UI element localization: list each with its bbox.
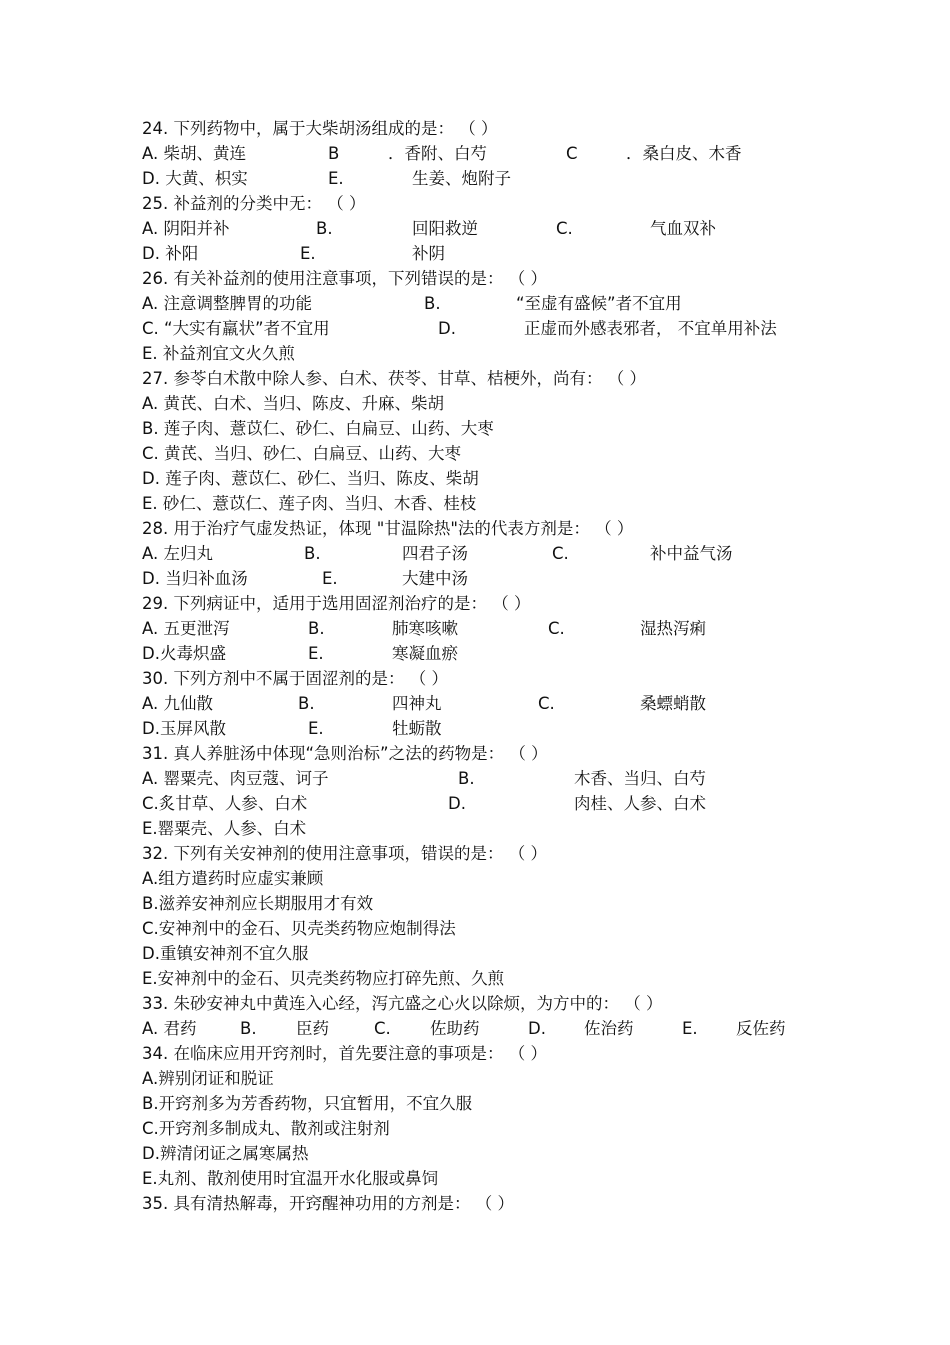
option-e: E. 补益剂宜文火久煎 xyxy=(142,344,295,363)
option-e-letter: E. xyxy=(682,1019,698,1038)
option-d-letter: D. xyxy=(448,794,466,813)
options-29-de xyxy=(142,641,842,666)
option-d: D.重镇安神剂不宜久服 xyxy=(142,944,309,963)
option-e-letter: E. xyxy=(308,719,324,738)
option-c-letter: C xyxy=(566,144,578,163)
options-25-de xyxy=(142,241,842,266)
option-a: A. 左归丸 xyxy=(142,544,213,563)
option-d-letter: D. xyxy=(438,319,456,338)
options-26-cd xyxy=(142,316,842,341)
option-a: A. 柴胡、黄连 xyxy=(142,144,246,163)
option-b-text: 四君子汤 xyxy=(402,544,468,563)
question-25: 25. 补益剂的分类中无： （ ） xyxy=(142,194,366,213)
question-34: 34. 在临床应用开窍剂时，首先要注意的事项是： （ ） xyxy=(142,1044,547,1063)
option-d-text: 正虚而外感表邪者， 不宜单用补法 xyxy=(524,319,777,338)
question-26: 26. 有关补益剂的使用注意事项，下列错误的是： （ ） xyxy=(142,269,547,288)
option-a: A. 君药 xyxy=(142,1019,197,1038)
option-c-text: 湿热泻痢 xyxy=(640,619,706,638)
option-e-text: 寒凝血瘀 xyxy=(392,644,458,663)
option-b-text: 肺寒咳嗽 xyxy=(392,619,458,638)
option-c-text: ．桑白皮、木香 xyxy=(626,144,742,163)
question-28: 28. 用于治疗气虚发热证，体现 "甘温除热"法的代表方剂是： （ ） xyxy=(142,519,634,538)
option-e: E.丸剂、散剂使用时宜温开水化服或鼻饲 xyxy=(142,1169,439,1188)
options-29-ac xyxy=(142,616,842,641)
option-b-text: 木香、当归、白芍 xyxy=(574,769,706,788)
question-32: 32. 下列有关安神剂的使用注意事项，错误的是： （ ） xyxy=(142,844,547,863)
question-33: 33. 朱砂安神丸中黄连入心经，泻亢盛之心火以除烦，为方中的： （ ） xyxy=(142,994,663,1013)
options-28-de xyxy=(142,566,842,591)
option-b-letter: B xyxy=(328,144,340,163)
option-c-letter: C. xyxy=(538,694,555,713)
option-b-letter: B. xyxy=(316,219,333,238)
option-a: A.组方遣药时应虚实兼顾 xyxy=(142,869,324,888)
option-e-letter: E. xyxy=(308,644,324,663)
question-35: 35. 具有清热解毒，开窍醒神功用的方剂是： （ ） xyxy=(142,1194,514,1213)
options-30-de xyxy=(142,716,842,741)
option-c: C.炙甘草、人参、白术 xyxy=(142,794,308,813)
option-b-letter: B. xyxy=(308,619,325,638)
option-e-text: 反佐药 xyxy=(736,1019,786,1038)
option-c-text: 气血双补 xyxy=(650,219,716,238)
option-b-letter: B. xyxy=(304,544,321,563)
option-e: E. 砂仁、薏苡仁、莲子肉、当归、木香、桂枝 xyxy=(142,494,477,513)
option-d: D.辨清闭证之属寒属热 xyxy=(142,1144,309,1163)
options-31-cd xyxy=(142,791,842,816)
option-b-text: ．香附、白芍 xyxy=(388,144,487,163)
option-c: C. “大实有羸状”者不宜用 xyxy=(142,319,330,338)
options-33 xyxy=(142,1016,842,1041)
options-25-ac xyxy=(142,216,842,241)
options-26-ab xyxy=(142,291,842,316)
options-24-de xyxy=(142,166,842,191)
option-a: A. 罂粟壳、肉豆蔻、诃子 xyxy=(142,769,329,788)
option-c: C. 黄芪、当归、砂仁、白扁豆、山药、大枣 xyxy=(142,444,462,463)
option-a: A. 注意调整脾胃的功能 xyxy=(142,294,312,313)
option-b-letter: B. xyxy=(458,769,475,788)
option-d: D. 当归补血汤 xyxy=(142,569,248,588)
option-b: B. 莲子肉、薏苡仁、砂仁、白扁豆、山药、大枣 xyxy=(142,419,494,438)
question-27: 27. 参苓白术散中除人参、白术、茯苓、甘草、桔梗外，尚有： （ ） xyxy=(142,369,646,388)
option-e-text: 大建中汤 xyxy=(402,569,468,588)
question-24: 24. 下列药物中，属于大柴胡汤组成的是： （ ） xyxy=(142,119,498,138)
option-b: B.开窍剂多为芳香药物，只宜暂用，不宜久服 xyxy=(142,1094,473,1113)
option-a: A. 五更泄泻 xyxy=(142,619,230,638)
option-c: C.安神剂中的金石、贝壳类药物应炮制得法 xyxy=(142,919,456,938)
option-e-text: 补阴 xyxy=(412,244,445,263)
option-d-text: 肉桂、人参、白术 xyxy=(574,794,706,813)
options-24-ac xyxy=(142,141,842,166)
option-c-text: 桑螵蛸散 xyxy=(640,694,706,713)
options-30-ac xyxy=(142,691,842,716)
option-c-text: 佐助药 xyxy=(430,1019,480,1038)
option-d: D. 大黄、枳实 xyxy=(142,169,248,188)
question-31: 31. 真人养脏汤中体现“急则治标”之法的药物是： （ ） xyxy=(142,744,548,763)
option-a: A. 九仙散 xyxy=(142,694,213,713)
question-30: 30. 下列方剂中不属于固涩剂的是： （ ） xyxy=(142,669,448,688)
option-b-text: “至虚有盛候”者不宜用 xyxy=(516,294,682,313)
options-31-ab xyxy=(142,766,842,791)
option-d: D. 莲子肉、薏苡仁、砂仁、当归、陈皮、柴胡 xyxy=(142,469,479,488)
option-b-letter: B. xyxy=(424,294,441,313)
option-e-letter: E. xyxy=(300,244,316,263)
option-d: D.玉屏风散 xyxy=(142,719,226,738)
option-e: E.罂粟壳、人参、白术 xyxy=(142,819,307,838)
option-b: B.滋养安神剂应长期服用才有效 xyxy=(142,894,374,913)
option-c-letter: C. xyxy=(548,619,565,638)
option-e-text: 牡蛎散 xyxy=(392,719,442,738)
option-c-letter: C. xyxy=(374,1019,391,1038)
option-d: D. 补阳 xyxy=(142,244,199,263)
option-e-letter: E. xyxy=(322,569,338,588)
option-d-text: 佐治药 xyxy=(584,1019,634,1038)
option-a: A.辨别闭证和脱证 xyxy=(142,1069,274,1088)
option-b-text: 四神丸 xyxy=(392,694,442,713)
option-c-letter: C. xyxy=(552,544,569,563)
option-b-text: 臣药 xyxy=(296,1019,329,1038)
option-a: A. 阴阳并补 xyxy=(142,219,230,238)
option-e-letter: E. xyxy=(328,169,344,188)
option-b-text: 回阳救逆 xyxy=(412,219,478,238)
option-a: A. 黄芪、白术、当归、陈皮、升麻、柴胡 xyxy=(142,394,444,413)
options-28-ac xyxy=(142,541,842,566)
option-b-letter: B. xyxy=(240,1019,257,1038)
question-29: 29. 下列病证中，适用于选用固涩剂治疗的是： （ ） xyxy=(142,594,531,613)
option-c-text: 补中益气汤 xyxy=(650,544,733,563)
option-c-letter: C. xyxy=(556,219,573,238)
option-d-letter: D. xyxy=(528,1019,546,1038)
option-c: C.开窍剂多制成丸、散剂或注射剂 xyxy=(142,1119,390,1138)
option-b-letter: B. xyxy=(298,694,315,713)
option-d: D.火毒炽盛 xyxy=(142,644,226,663)
option-e-text: 生姜、炮附子 xyxy=(412,169,511,188)
option-e: E.安神剂中的金石、贝壳类药物应打碎先煎、久煎 xyxy=(142,969,505,988)
